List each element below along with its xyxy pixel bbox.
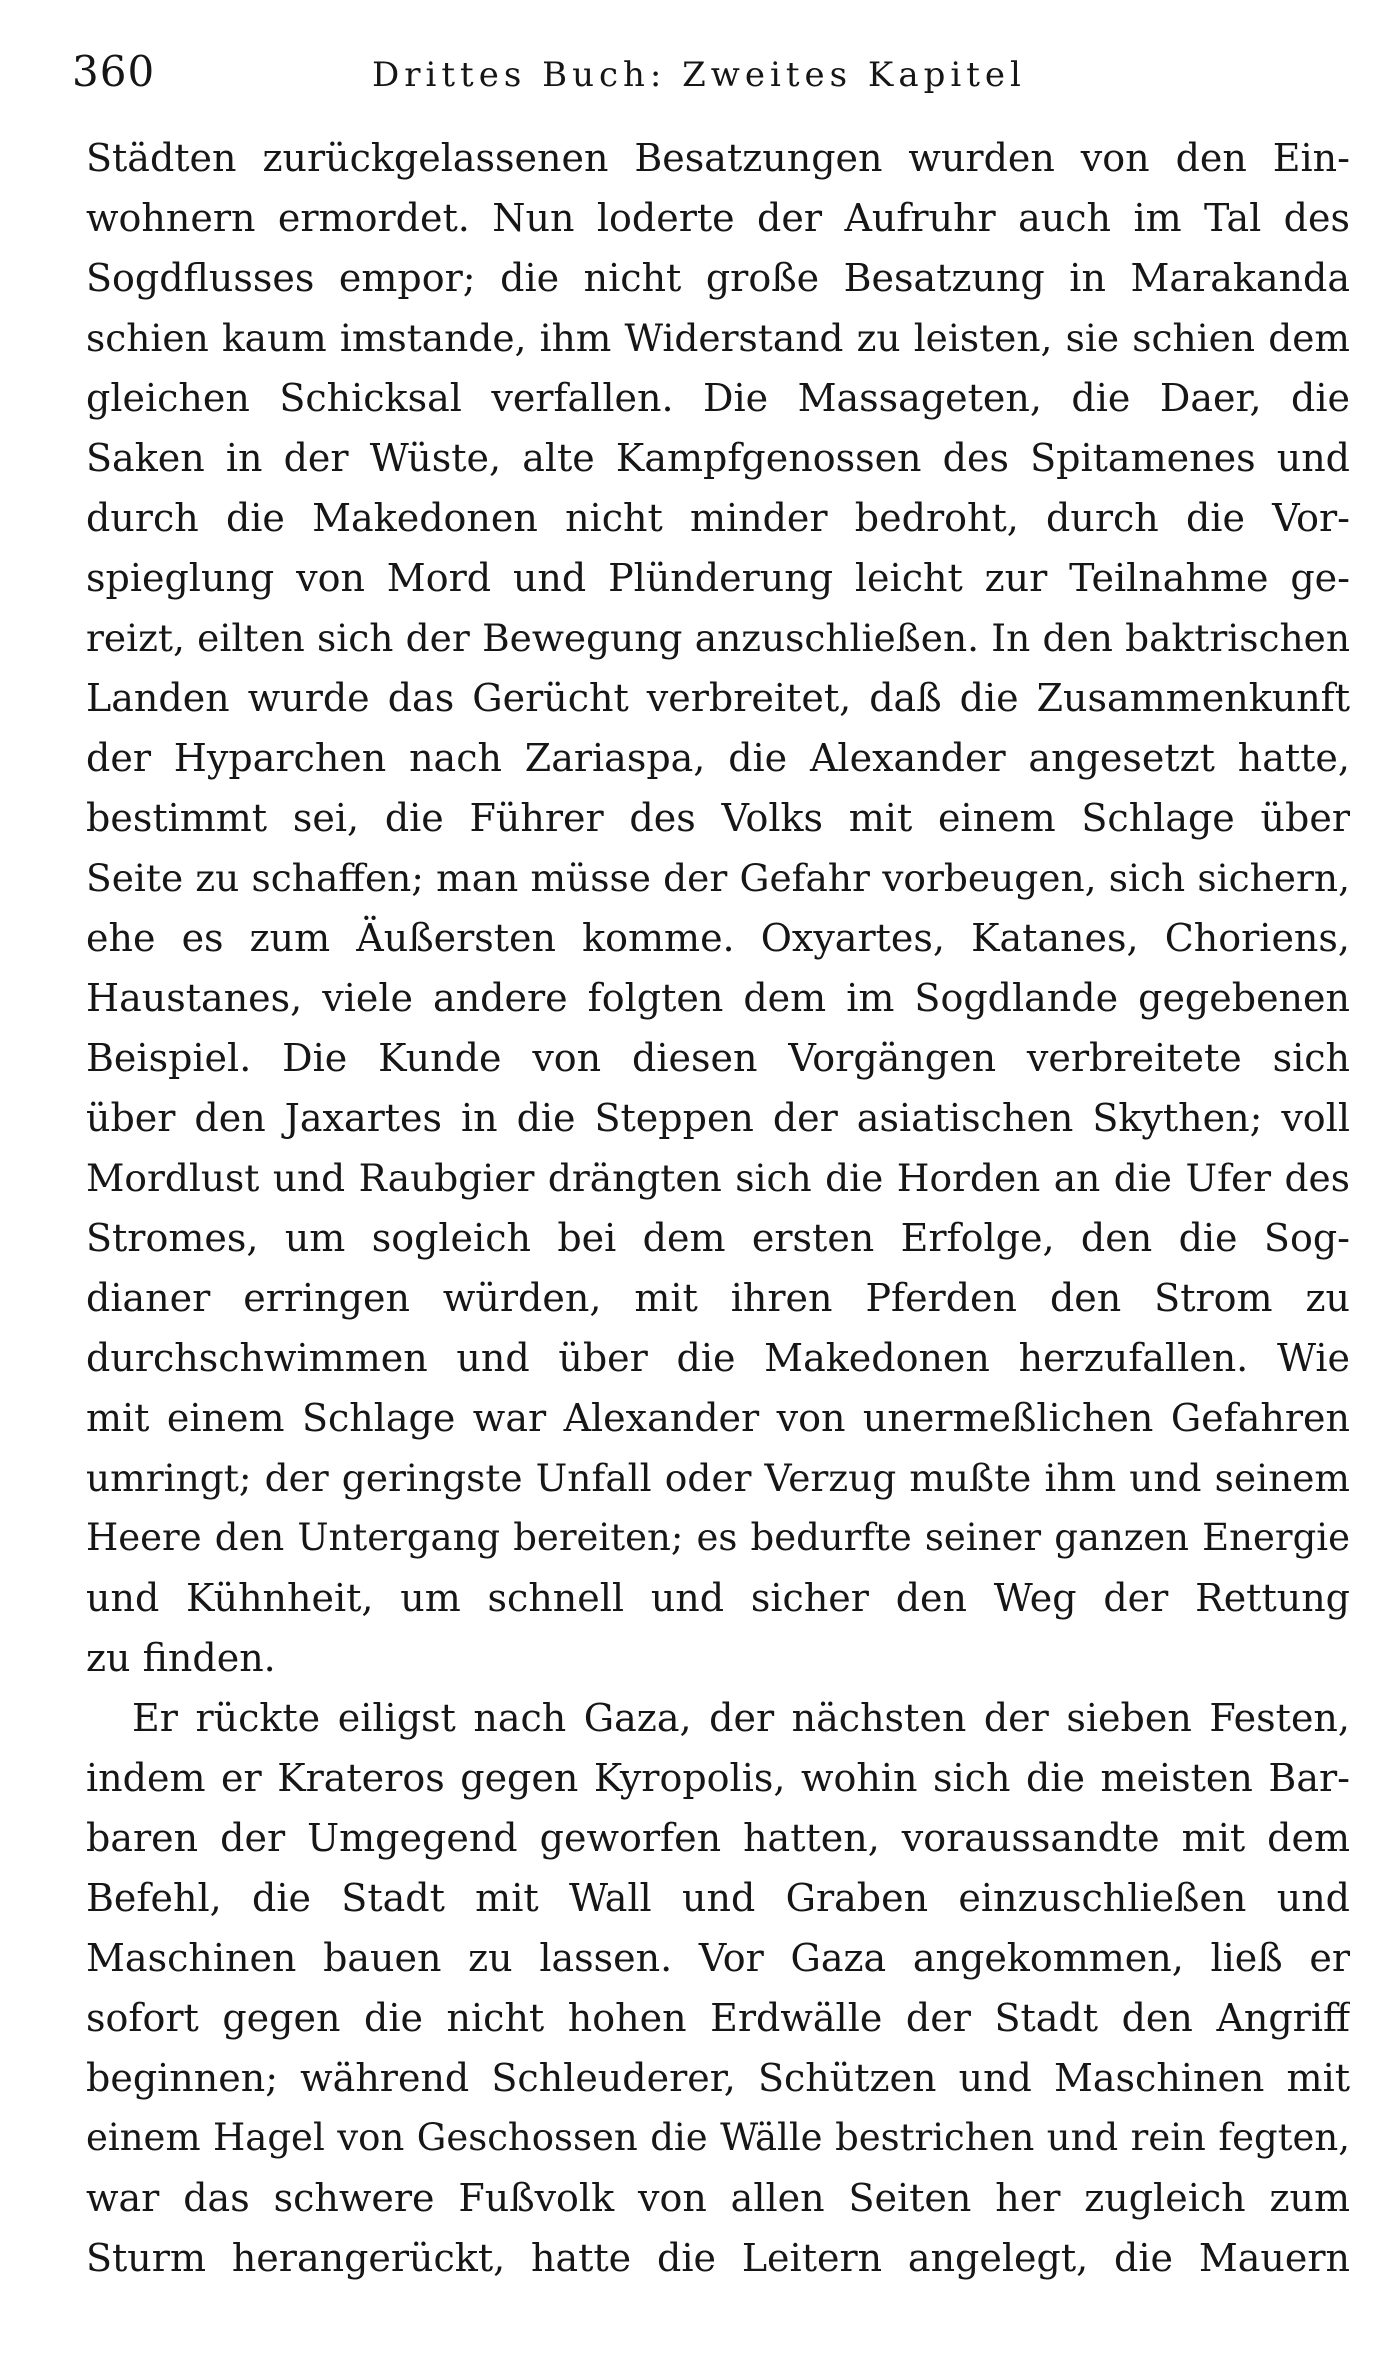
text-line: Haustanes, viele andere folgten dem im Sogdlande gegebenen [86,976,1350,1020]
text-line: reizt, eilten sich der Bewegung anzuschließen. In den baktrischen [86,616,1350,660]
text-line: schien kaum imstande, ihm Widerstand zu leisten, sie schien dem [86,316,1350,360]
text-line: Er rückte eiligst nach Gaza, der nächsten der sieben Festen, [132,1696,1350,1740]
text-line: Saken in der Wüste, alte Kampfgenossen des Spitamenes und [86,436,1350,480]
text-line: war das schwere Fußvolk von allen Seiten her zugleich zum [86,2176,1350,2220]
text-line: ehe es zum Äußersten komme. Oxyartes, Katanes, Choriens, [86,916,1350,960]
text-line: der Hyparchen nach Zariaspa, die Alexander angesetzt hatte, [86,736,1350,780]
text-line: Landen wurde das Gerücht verbreitet, daß die Zusammenkunft [86,676,1350,720]
text-line: beginnen; während Schleuderer, Schützen und Maschinen mit [86,2056,1350,2100]
running-head [72,42,1026,112]
text-line: Stromes, um sogleich bei dem ersten Erfolge, den die Sog- [86,1216,1350,1260]
text-line: zu finden. [86,1636,276,1680]
paragraph-1 [86,128,1350,1688]
text-line: umringt; der geringste Unfall oder Verzug mußte ihm und seinem [86,1456,1350,1500]
text-line: durchschwimmen und über die Makedonen herzufallen. Wie [86,1336,1350,1380]
page-number: 360 [72,47,156,96]
text-line: Seite zu schaffen; man müsse der Gefahr vorbeugen, sich sichern, [86,856,1350,900]
text-line: Maschinen bauen zu lassen. Vor Gaza angekommen, ließ er [86,1936,1350,1980]
text-line: baren der Umgegend geworfen hatten, voraussandte mit dem [86,1816,1350,1860]
text-line: durch die Makedonen nicht minder bedroht, durch die Vor- [86,496,1350,540]
paragraph-2 [86,1688,1350,2288]
text-line: indem er Krateros gegen Kyropolis, wohin sich die meisten Bar- [86,1756,1350,1800]
text-line: bestimmt sei, die Führer des Volks mit einem Schlage über [86,796,1350,840]
text-line: spieglung von Mord und Plünderung leicht zur Teilnahme ge- [86,556,1350,600]
text-line: Sturm herangerückt, hatte die Leitern angelegt, die Mauern [86,2236,1350,2280]
text-line: Städten zurückgelassenen Besatzungen wurden von den Ein- [86,136,1350,180]
text-line: dianer erringen würden, mit ihren Pferden den Strom zu [86,1276,1350,1320]
text-line: wohnern ermordet. Nun loderte der Aufruhr auch im Tal des [86,196,1350,240]
text-line: über den Jaxartes in die Steppen der asiatischen Skythen; voll [86,1096,1350,1140]
body-text [86,128,1350,2288]
running-title: Drittes Buch: Zweites Kapitel [372,55,1026,95]
text-line: einem Hagel von Geschossen die Wälle bestrichen und rein fegten, [86,2116,1350,2159]
text-line: mit einem Schlage war Alexander von unermeßlichen Gefahren [86,1396,1350,1440]
text-line: Sogdflusses empor; die nicht große Besatzung in Marakanda [86,256,1350,300]
text-line: Beispiel. Die Kunde von diesen Vorgängen verbreitete sich [86,1036,1350,1080]
text-line: Heere den Untergang bereiten; es bedurfte seiner ganzen Energie [86,1516,1350,1559]
text-line: Mordlust und Raubgier drängten sich die Horden an die Ufer des [86,1156,1350,1200]
text-line: und Kühnheit, um schnell und sicher den Weg der Rettung [86,1576,1350,1620]
text-line: sofort gegen die nicht hohen Erdwälle der Stadt den Angriff [86,1996,1350,2040]
text-line: Befehl, die Stadt mit Wall und Graben einzuschließen und [86,1876,1350,1920]
text-line: gleichen Schicksal verfallen. Die Massageten, die Daer, die [86,376,1350,420]
